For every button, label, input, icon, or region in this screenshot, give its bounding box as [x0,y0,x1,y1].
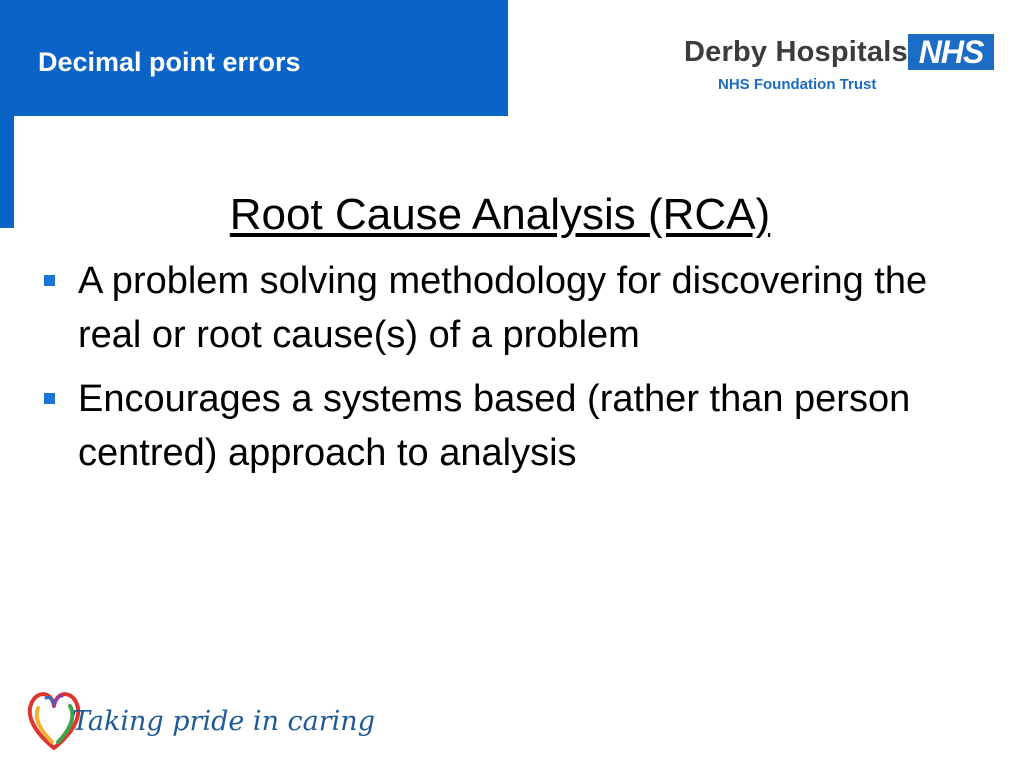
list-item [44,254,944,362]
footer-tagline: Taking pride in caring [72,706,375,737]
trust-subtitle: NHS Foundation Trust [718,76,877,93]
trust-name: Derby Hospitals [684,36,908,68]
bullet-text: Encourages a systems based (rather than person centred) approach to analysis [78,378,911,474]
bullet-text: A problem solving methodology for discovering the real or root cause(s) of a problem [78,260,928,356]
nhs-logo-badge: NHS [908,34,994,70]
page-title: Root Cause Analysis (RCA) [229,190,771,239]
trust-logo [676,22,1006,102]
square-bullet-icon [44,393,55,404]
square-bullet-icon [44,275,55,286]
slide-section-title: Decimal point errors [38,47,301,77]
bullet-list [44,254,944,490]
footer-logo [24,684,375,758]
list-item [44,372,944,480]
